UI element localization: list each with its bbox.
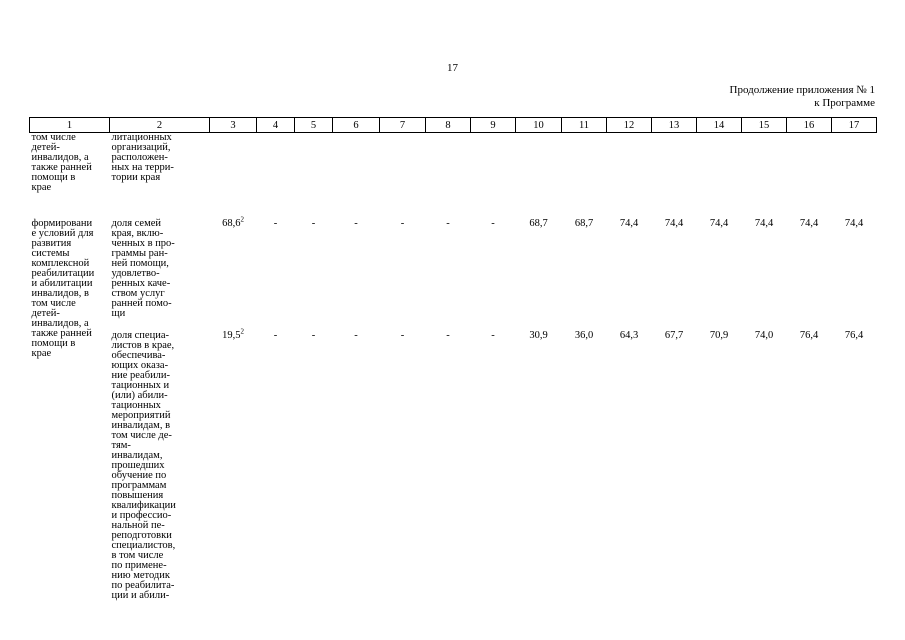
table-row (30, 219, 877, 331)
table-row-continuation (30, 133, 877, 219)
value-cell: - (400, 329, 405, 341)
value-cell: 74,4 (754, 217, 774, 229)
value-cell: - (400, 217, 405, 229)
value-cell: 67,7 (664, 329, 684, 341)
header-cell: 8 (426, 118, 471, 133)
value-cell: 36,0 (574, 329, 594, 341)
header-cell: 17 (832, 118, 877, 133)
indicator-text: доля специа- листов в крае, обеспечива- ющих оказа- ние реабили- тационных и (или) абили- тационных мероприятий инвалидам, в том числе де- тям- инвалидам, прошедших обучение по программам повышения квалификации и профессио- нальной пе- реподготовки специалистов, в том числе по примене- нию методик по реабилита- ции и абили- (111, 329, 176, 601)
indicator-text: доля семей края, вклю- ченных в про- граммы ран- ней помощи, удовлетво- ренных каче- ством услуг ранней помо- щи (111, 217, 175, 319)
value-cell: 74,4 (709, 217, 729, 229)
value-cell: - (491, 329, 495, 341)
header-cell: 1 (30, 118, 110, 133)
header-cell: 6 (333, 118, 380, 133)
indicator-cell (110, 133, 210, 219)
value-cell: 30,9 (529, 329, 548, 341)
value-cell: - (491, 217, 495, 229)
indicator-cell (110, 219, 210, 331)
value-cell: 74,4 (619, 217, 639, 229)
value-cell: - (273, 329, 278, 341)
value-cell: 74,4 (664, 217, 684, 229)
header-cell: 14 (697, 118, 742, 133)
value-cell: - (311, 217, 316, 229)
header-cell: 13 (652, 118, 697, 133)
value-cell: 74,0 (754, 329, 774, 341)
header-cell: 10 (516, 118, 562, 133)
header-cell: 2 (110, 118, 210, 133)
task-text: формировани е условий для развития системы комплексной реабилитации и абилитации инвалидов, в том числе детей- инвалидов, а также ранней помощи в крае (31, 217, 95, 359)
value-cell: 76,4 (844, 329, 864, 341)
header-cell: 11 (562, 118, 607, 133)
appendix-line-2: к Программе (814, 97, 875, 109)
base-value: 19,5 (222, 329, 241, 341)
header-cell: 15 (742, 118, 787, 133)
indicator-cell (110, 331, 210, 601)
table-row (30, 331, 877, 601)
task-text: том числе детей- инвалидов, а также ранней помощи в крае (31, 132, 92, 193)
base-value-cell (210, 327, 257, 601)
value-cell: 74,4 (844, 217, 864, 229)
value-cell: 70,9 (709, 329, 729, 341)
task-cell (30, 133, 110, 219)
task-cell (30, 219, 110, 601)
indicator-text: литационных организаций, расположен- ных на терри- тории края (111, 132, 174, 183)
value-cell: 64,3 (619, 329, 639, 341)
header-cell: 12 (607, 118, 652, 133)
header-cell: 4 (257, 118, 295, 133)
appendix-line-1: Продолжение приложения № 1 (729, 84, 875, 96)
value-cell: 74,4 (799, 217, 819, 229)
value-cell: - (446, 329, 450, 341)
value-cell: 68,7 (529, 217, 548, 229)
header-cell: 7 (380, 118, 426, 133)
page-number: 17 (447, 62, 458, 74)
value-cell: - (446, 217, 450, 229)
header-row (30, 118, 877, 133)
header-cell: 16 (787, 118, 832, 133)
footnote-mark: 2 (240, 327, 244, 335)
value-cell: - (273, 217, 278, 229)
header-cell: 9 (471, 118, 516, 133)
value-cell: - (354, 329, 358, 341)
header-cell: 5 (295, 118, 333, 133)
header-cell: 3 (210, 118, 257, 133)
value-cell: - (311, 329, 316, 341)
value-cell: 76,4 (799, 329, 819, 341)
appendix-caption (730, 84, 875, 110)
base-value: 68,6 (222, 217, 241, 229)
indicators-table (29, 117, 877, 601)
value-cell: - (354, 217, 358, 229)
base-value-cell (210, 215, 257, 331)
footnote-mark: 2 (240, 215, 244, 223)
value-cell: 68,7 (574, 217, 594, 229)
